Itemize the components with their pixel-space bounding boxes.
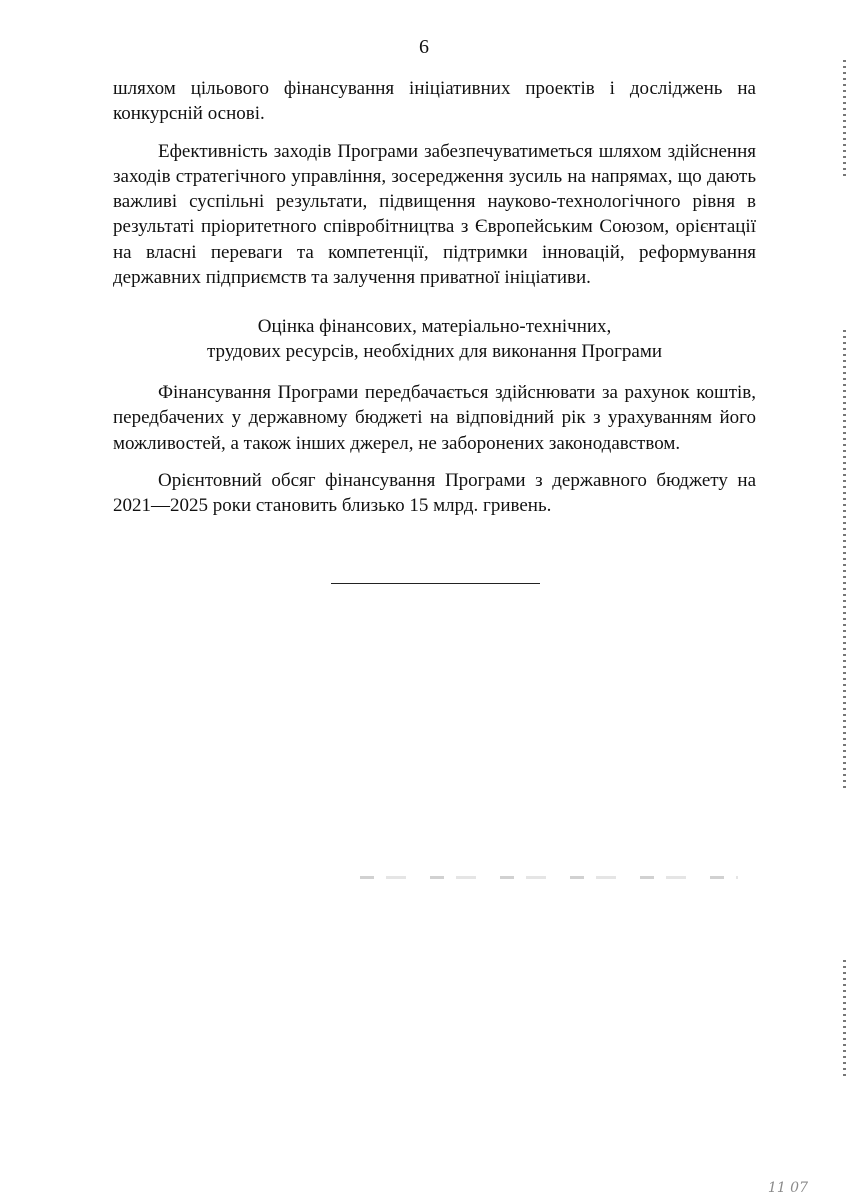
handwritten-margin-note: 11 07 xyxy=(767,1180,808,1196)
financing-section xyxy=(113,380,756,518)
financing-sources-paragraph: Фінансування Програми передбачається здійснювати за рахунок коштів, передбачених у державному бюджеті на відповідний рік з урахуванням його можливостей, а також інших джерел, не заборонених законодавством. xyxy=(113,382,756,454)
page-number: 6 xyxy=(419,36,429,58)
scan-edge-mark xyxy=(843,960,846,1080)
document-body xyxy=(113,76,756,290)
section-heading-line-2: трудових ресурсів, необхідних для виконання Програми xyxy=(206,341,663,363)
end-of-text-rule xyxy=(331,583,540,584)
section-heading xyxy=(113,314,756,365)
financing-amount-paragraph: Орієнтовний обсяг фінансування Програми з державного бюджету на 2021—2025 роки становить близько 15 млрд. гривень. xyxy=(113,469,756,517)
continuation-paragraph: шляхом цільового фінансування ініціативних проектів і досліджень на конкурсній основі. xyxy=(113,78,756,125)
effectiveness-paragraph: Ефективність заходів Програми забезпечуватиметься шляхом здійснення заходів стратегічного управління, зосередження зусиль на напрямах, що дають важливі суспільні результати, підвищення науково-технологічного рівня в результаті пріоритетного співробітництва з Європейським Союзом, орієнтації на власні переваги та компетенції, підтримки інновацій, реформування державних підприємств та залучення приватної ініціативи. xyxy=(113,140,756,289)
scan-edge-mark xyxy=(843,330,846,790)
scan-edge-mark xyxy=(843,60,846,180)
section-heading-line-1: Оцінка фінансових, матеріально-технічних, xyxy=(257,316,612,337)
scan-artifact xyxy=(360,876,738,879)
